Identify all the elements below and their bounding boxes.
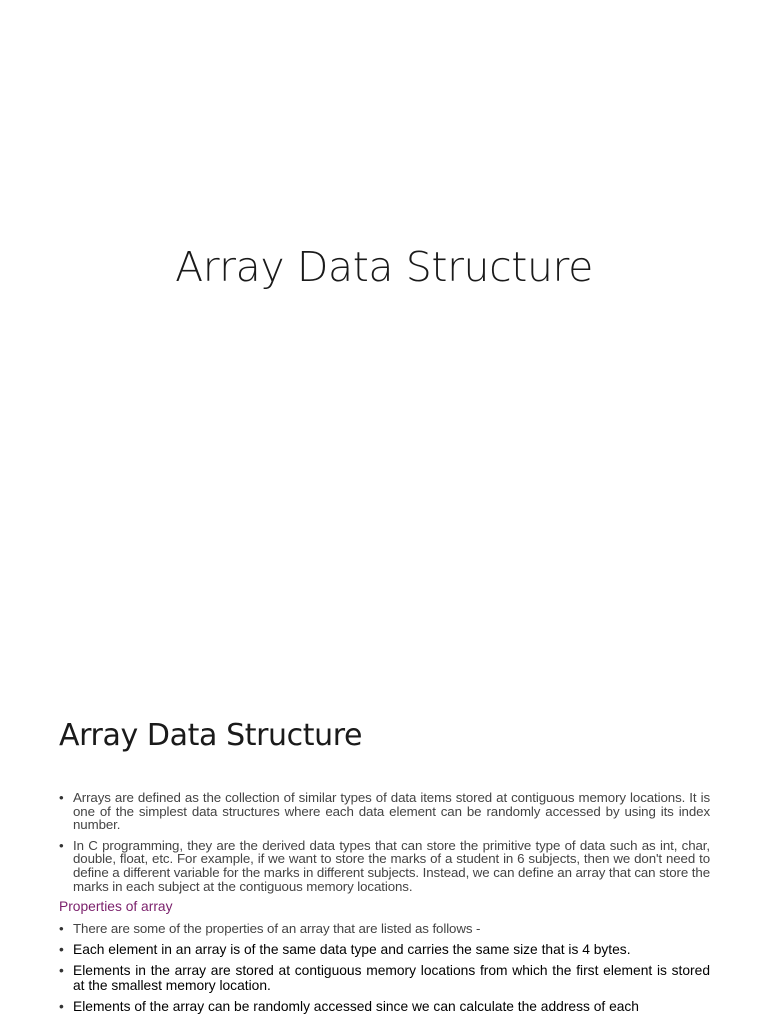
bullet-item: [59, 791, 710, 832]
bullet-icon: •: [59, 837, 64, 853]
bullet-text: Each element in an array is of the same data type and carries the same size that is 4 bytes.: [73, 941, 631, 957]
content-slide: [0, 576, 768, 1024]
bullet-icon: •: [59, 999, 64, 1015]
bullet-icon: •: [59, 963, 64, 979]
bullet-item: [59, 922, 710, 936]
bullet-text: Arrays are defined as the collection of similar types of data items stored at contiguous memory locations. It is one of the simplest data structures where each data element can be randomly accessed by using its index number.: [73, 790, 710, 833]
bullet-text: Elements of the array can be randomly accessed since we can calculate the address of each: [73, 999, 639, 1015]
bullet-icon: •: [59, 790, 64, 805]
bullet-item: [59, 1000, 710, 1015]
bullet-icon: •: [59, 941, 64, 957]
bullet-item: [59, 943, 710, 958]
bullet-item: [59, 964, 710, 993]
section-heading: Properties of array: [59, 899, 173, 915]
bullet-item: [59, 839, 710, 893]
bullet-text: In C programming, they are the derived data types that can store the primitive type of data such as int, char, double, float, etc. For example, if we want to store the marks of a student in 6 subjects, then we don't need to define a different variable for the marks in different subjects. Instead, we can define an array that can store the marks in each subject at the contiguous memory locations.: [73, 837, 710, 894]
bullet-icon: •: [59, 921, 64, 937]
content-slide-heading: Array Data Structure: [59, 718, 363, 753]
title-slide-heading: Array Data Structure: [175, 243, 593, 291]
content-body: [59, 791, 710, 1022]
bullet-text: There are some of the properties of an array that are listed as follows -: [73, 921, 481, 937]
bullet-text: Elements in the array are stored at contiguous memory locations from which the first element is stored at the smallest memory location.: [73, 963, 710, 993]
